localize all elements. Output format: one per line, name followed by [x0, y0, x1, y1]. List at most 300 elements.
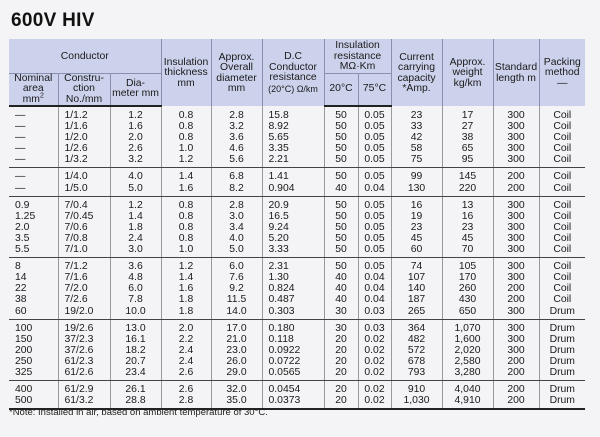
table-row: [9, 183, 585, 197]
cell-overall-diameter: 23.0: [211, 345, 262, 356]
table-row: [9, 154, 585, 168]
cell-dc-resistance: 3.33: [262, 244, 324, 258]
cell-diameter: 13.0: [110, 319, 161, 334]
cell-insulation-thickness: 0.8: [161, 196, 211, 211]
cell-insulation-thickness: 0.8: [161, 211, 211, 222]
header-overall-diameter: Approx. Overall diameter mm: [211, 39, 262, 106]
cell-insulation-thickness: 2.2: [161, 334, 211, 345]
cell-insulation-thickness: 0.8: [161, 222, 211, 233]
cell-standard-length: 300: [493, 258, 539, 273]
cell-standard-length: 300: [493, 334, 539, 345]
table-row: [9, 356, 585, 367]
table-row: [9, 283, 585, 294]
cell-packing-method: Coil: [553, 143, 572, 155]
cell-overall-diameter: 5.6: [211, 154, 262, 168]
cell-packing-method: Drum: [549, 355, 575, 367]
header-packing-label: Packing method: [543, 56, 581, 79]
cell-diameter: 3.2: [110, 154, 161, 168]
cell-overall-diameter: 4.0: [211, 233, 262, 244]
cell-standard-length: 200: [493, 283, 539, 294]
header-insulation-thickness: Insulation thickness mm: [161, 39, 211, 106]
row-group: [9, 168, 585, 196]
cell-nominal-area: 1.25: [9, 211, 58, 222]
header-dc-resistance: [262, 39, 324, 106]
cell-construction: 19/2.0: [58, 306, 110, 320]
cell-ir-75c: 0.04: [358, 283, 391, 294]
cell-standard-length: 300: [493, 319, 539, 334]
cell-dc-resistance: 2.21: [262, 154, 324, 168]
cell-ir-20c: 20: [324, 345, 358, 356]
cell-current-capacity: 910: [391, 381, 442, 396]
cell-packing-method: Coil: [539, 154, 585, 168]
cell-nominal-area: 0.9: [9, 196, 58, 211]
cell-packing-method: Coil: [553, 132, 572, 144]
cell-current-capacity: 187: [391, 294, 442, 305]
cell-nominal-area: —: [9, 183, 58, 197]
cell-diameter: 2.4: [110, 233, 161, 244]
cell-ir-75c: 0.03: [358, 306, 391, 320]
cell-construction: 7/0.4: [58, 196, 110, 211]
cell-dc-resistance: 1.41: [262, 168, 324, 183]
cell-ir-75c: 0.02: [358, 334, 391, 345]
cell-current-capacity: 19: [391, 211, 442, 222]
header-diameter: Dia- meter mm: [110, 73, 161, 106]
cell-ir-75c: 0.05: [358, 196, 391, 211]
table-row: [9, 334, 585, 345]
cell-dc-resistance: 5.65: [262, 132, 324, 143]
cell-nominal-area: 400: [9, 381, 58, 396]
table-row: [9, 106, 585, 121]
cell-dc-resistance: 8.92: [262, 121, 324, 132]
row-group: [9, 319, 585, 380]
cell-weight: 4,040: [442, 381, 493, 396]
cell-packing-method: Coil: [553, 283, 572, 295]
cell-weight: 145: [442, 168, 493, 183]
cell-nominal-area: 8: [9, 258, 58, 273]
cell-construction: 61/2.3: [58, 356, 110, 367]
cell-construction: 37/2.6: [58, 345, 110, 356]
cell-weight: 650: [442, 306, 493, 320]
cell-ir-75c: 0.05: [358, 258, 391, 273]
header-nominal-area: Nominal area $mm^2$: [9, 73, 58, 106]
cell-dc-resistance: 1.30: [262, 272, 324, 283]
cell-weight: 70: [442, 244, 493, 258]
cell-current-capacity: 99: [391, 168, 442, 183]
cell-construction: 7/1.2: [58, 258, 110, 273]
cell-nominal-area: —: [9, 106, 58, 121]
cell-diameter: 4.8: [110, 272, 161, 283]
cell-standard-length: 300: [493, 196, 539, 211]
cell-overall-diameter: 29.0: [211, 367, 262, 381]
table-row: [9, 345, 585, 356]
cell-insulation-thickness: 0.8: [161, 106, 211, 121]
cell-ir-75c: 0.05: [358, 132, 391, 143]
cell-nominal-area: —: [9, 154, 58, 168]
cell-ir-20c: 50: [324, 258, 358, 273]
cell-standard-length: 300: [493, 106, 539, 121]
cell-ir-20c: 50: [324, 233, 358, 244]
header-weight: Approx. weight kg/km: [442, 39, 493, 106]
table-row: [9, 222, 585, 233]
cell-diameter: 16.1: [110, 334, 161, 345]
header-packing-dash: —: [557, 77, 568, 89]
cell-standard-length: 200: [493, 168, 539, 183]
cell-standard-length: 300: [493, 143, 539, 154]
cable-spec-table: [9, 39, 585, 410]
cell-ir-20c: 50: [324, 154, 358, 168]
cell-diameter: 4.0: [110, 168, 161, 183]
cell-ir-75c: 0.05: [358, 222, 391, 233]
cell-standard-length: 300: [493, 345, 539, 356]
cell-ir-20c: 50: [324, 244, 358, 258]
cell-nominal-area: —: [9, 121, 58, 132]
cell-ir-20c: 50: [324, 211, 358, 222]
cell-dc-resistance: 9.24: [262, 222, 324, 233]
cell-diameter: 20.7: [110, 356, 161, 367]
table-row: [9, 233, 585, 244]
cell-weight: 3,280: [442, 367, 493, 381]
cell-dc-resistance: 2.31: [262, 258, 324, 273]
cell-packing-method: Coil: [553, 232, 572, 244]
cell-weight: 45: [442, 233, 493, 244]
cell-insulation-thickness: 2.6: [161, 381, 211, 396]
cell-overall-diameter: 11.5: [211, 294, 262, 305]
cell-overall-diameter: 3.2: [211, 121, 262, 132]
cell-construction: 37/2.3: [58, 334, 110, 345]
table-row: [9, 244, 585, 258]
cell-weight: 16: [442, 211, 493, 222]
cell-ir-20c: 30: [324, 306, 358, 320]
cell-insulation-thickness: 1.4: [161, 168, 211, 183]
cell-construction: 1/4.0: [58, 168, 110, 183]
table-row: [9, 272, 585, 283]
cell-diameter: 6.0: [110, 283, 161, 294]
cell-ir-75c: 0.04: [358, 294, 391, 305]
cell-insulation-thickness: 1.8: [161, 294, 211, 305]
cell-ir-75c: 0.05: [358, 211, 391, 222]
cell-insulation-thickness: 0.8: [161, 121, 211, 132]
cell-ir-75c: 0.02: [358, 381, 391, 396]
cell-current-capacity: 74: [391, 258, 442, 273]
cell-nominal-area: 3.5: [9, 233, 58, 244]
cell-weight: 2,580: [442, 356, 493, 367]
cell-insulation-thickness: 1.2: [161, 154, 211, 168]
cell-standard-length: 300: [493, 211, 539, 222]
cell-standard-length: 200: [493, 367, 539, 381]
cell-overall-diameter: 3.0: [211, 211, 262, 222]
cell-nominal-area: 5.5: [9, 244, 58, 258]
cell-packing-method: Coil: [553, 171, 572, 183]
header-dc-resistance-label: D.C Conductor resistance: [269, 51, 317, 83]
cell-ir-75c: 0.04: [358, 183, 391, 197]
cell-dc-resistance: 0.824: [262, 283, 324, 294]
cell-dc-resistance: 15.8: [262, 106, 324, 121]
row-group: [9, 258, 585, 319]
cell-standard-length: 300: [493, 222, 539, 233]
cell-ir-20c: 20: [324, 334, 358, 345]
cell-insulation-thickness: 2.6: [161, 367, 211, 381]
cell-weight: 105: [442, 258, 493, 273]
cell-current-capacity: 23: [391, 222, 442, 233]
cell-ir-75c: 0.05: [358, 154, 391, 168]
table-row: [9, 121, 585, 132]
cell-weight: 27: [442, 121, 493, 132]
cell-overall-diameter: 32.0: [211, 381, 262, 396]
cell-dc-resistance: 16.5: [262, 211, 324, 222]
table-row: [9, 381, 585, 396]
table-row: [9, 258, 585, 273]
cell-ir-20c: 30: [324, 319, 358, 334]
cell-weight: 23: [442, 222, 493, 233]
cell-packing-method: Coil: [539, 244, 585, 258]
cell-construction: 7/2.0: [58, 283, 110, 294]
cell-standard-length: 300: [493, 154, 539, 168]
cell-standard-length: 200: [493, 183, 539, 197]
cell-ir-20c: 40: [324, 272, 358, 283]
cell-overall-diameter: 3.6: [211, 132, 262, 143]
cell-ir-20c: 20: [324, 395, 358, 409]
cell-insulation-thickness: 1.6: [161, 283, 211, 294]
cell-weight: 17: [442, 106, 493, 121]
table-row: [9, 132, 585, 143]
cell-current-capacity: 793: [391, 367, 442, 381]
cell-overall-diameter: 35.0: [211, 395, 262, 409]
cell-ir-75c: 0.05: [358, 106, 391, 121]
cell-weight: 1,070: [442, 319, 493, 334]
cell-diameter: 1.8: [110, 222, 161, 233]
cell-dc-resistance: 0.180: [262, 319, 324, 334]
cell-current-capacity: 107: [391, 272, 442, 283]
cell-insulation-thickness: 2.8: [161, 395, 211, 409]
cell-construction: 7/1.0: [58, 244, 110, 258]
cell-current-capacity: 265: [391, 306, 442, 320]
cell-nominal-area: 325: [9, 367, 58, 381]
cell-ir-20c: 50: [324, 106, 358, 121]
table-row: [9, 196, 585, 211]
cell-ir-20c: 20: [324, 356, 358, 367]
cell-construction: 7/2.6: [58, 294, 110, 305]
cell-ir-20c: 50: [324, 143, 358, 154]
cell-overall-diameter: 3.4: [211, 222, 262, 233]
table-row: [9, 211, 585, 222]
table-row: [9, 367, 585, 381]
cell-construction: 1/2.0: [58, 132, 110, 143]
header-nominal-area-unit: mm: [22, 93, 40, 105]
cell-construction: 61/2.6: [58, 367, 110, 381]
cell-construction: 1/5.0: [58, 183, 110, 197]
cell-current-capacity: 45: [391, 233, 442, 244]
cell-packing-method: Drum: [549, 322, 575, 334]
cell-construction: 1/1.6: [58, 121, 110, 132]
cell-diameter: 1.6: [110, 121, 161, 132]
cell-dc-resistance: 20.9: [262, 196, 324, 211]
cell-nominal-area: 2.0: [9, 222, 58, 233]
cell-overall-diameter: 17.0: [211, 319, 262, 334]
cell-weight: 65: [442, 143, 493, 154]
cell-dc-resistance: 0.904: [262, 183, 324, 197]
cell-ir-75c: 0.05: [358, 121, 391, 132]
cell-weight: 13: [442, 196, 493, 211]
cell-insulation-thickness: 1.0: [161, 244, 211, 258]
cell-packing-method: Drum: [549, 333, 575, 345]
cell-ir-20c: 20: [324, 381, 358, 396]
cell-nominal-area: 22: [9, 283, 58, 294]
cell-diameter: 26.1: [110, 381, 161, 396]
cell-construction: 61/2.9: [58, 381, 110, 396]
cell-current-capacity: 16: [391, 196, 442, 211]
cell-standard-length: 300: [493, 272, 539, 283]
cell-overall-diameter: 14.0: [211, 306, 262, 320]
page-title: 600V HIV: [11, 10, 95, 31]
cell-ir-75c: 0.05: [358, 233, 391, 244]
row-group: [9, 196, 585, 257]
table-row: [9, 319, 585, 334]
cell-packing-method: Drum: [539, 367, 585, 381]
cell-overall-diameter: 7.6: [211, 272, 262, 283]
cell-insulation-thickness: 2.4: [161, 345, 211, 356]
cell-standard-length: 200: [493, 356, 539, 367]
cell-current-capacity: 75: [391, 154, 442, 168]
cell-packing-method: Coil: [553, 199, 572, 211]
cell-construction: 1/1.2: [58, 106, 110, 121]
cell-diameter: 1.4: [110, 211, 161, 222]
header-conductor: Conductor: [9, 39, 161, 73]
cell-construction: 7/1.6: [58, 272, 110, 283]
cell-ir-75c: 0.02: [358, 356, 391, 367]
cell-packing-method: Coil: [553, 261, 572, 273]
cell-insulation-thickness: 1.8: [161, 306, 211, 320]
cell-diameter: 18.2: [110, 345, 161, 356]
cell-insulation-thickness: 0.8: [161, 233, 211, 244]
cell-ir-75c: 0.05: [358, 168, 391, 183]
cell-dc-resistance: 0.303: [262, 306, 324, 320]
cell-construction: 1/2.6: [58, 143, 110, 154]
cell-ir-20c: 20: [324, 367, 358, 381]
cell-weight: 2,020: [442, 345, 493, 356]
cell-current-capacity: 23: [391, 106, 442, 121]
cell-packing-method: Coil: [553, 210, 572, 222]
cell-overall-diameter: 6.8: [211, 168, 262, 183]
cell-construction: 7/0.8: [58, 233, 110, 244]
cell-weight: 220: [442, 183, 493, 197]
cell-weight: 4,910: [442, 395, 493, 409]
cell-insulation-thickness: 1.6: [161, 183, 211, 197]
cell-ir-20c: 40: [324, 183, 358, 197]
cell-standard-length: 200: [493, 395, 539, 409]
cell-packing-method: Coil: [553, 272, 572, 284]
table-row: [9, 294, 585, 305]
cell-dc-resistance: 0.118: [262, 334, 324, 345]
footnote: *Note: Installed in air, based on ambient temperature of 30°C.: [9, 407, 268, 418]
cell-packing-method: Drum: [539, 306, 585, 320]
cell-diameter: 28.8: [110, 395, 161, 409]
cell-current-capacity: 572: [391, 345, 442, 356]
cell-overall-diameter: 21.0: [211, 334, 262, 345]
cell-diameter: 5.0: [110, 183, 161, 197]
cell-current-capacity: 42: [391, 132, 442, 143]
cell-construction: 19/2.6: [58, 319, 110, 334]
cell-ir-75c: 0.05: [358, 244, 391, 258]
cell-packing-method: Drum: [549, 384, 575, 396]
row-group: [9, 381, 585, 410]
cell-weight: 430: [442, 294, 493, 305]
cell-nominal-area: —: [9, 132, 58, 143]
cell-standard-length: 200: [493, 294, 539, 305]
cell-nominal-area: 14: [9, 272, 58, 283]
cell-construction: 7/0.6: [58, 222, 110, 233]
cell-diameter: 3.0: [110, 244, 161, 258]
cell-ir-20c: 50: [324, 168, 358, 183]
cell-weight: 170: [442, 272, 493, 283]
header-standard-length: Standard length m: [493, 39, 539, 106]
header-nominal-area-label: Nominal area: [14, 72, 53, 94]
cell-diameter: 1.2: [110, 196, 161, 211]
cell-construction: 1/3.2: [58, 154, 110, 168]
cell-current-capacity: 140: [391, 283, 442, 294]
header-construction: Constru- ction No./mm: [58, 73, 110, 106]
cell-ir-75c: 0.05: [358, 143, 391, 154]
cell-weight: 1,600: [442, 334, 493, 345]
cell-overall-diameter: 2.8: [211, 196, 262, 211]
cell-diameter: 23.4: [110, 367, 161, 381]
cell-overall-diameter: 5.0: [211, 244, 262, 258]
cell-current-capacity: 60: [391, 244, 442, 258]
cell-current-capacity: 364: [391, 319, 442, 334]
cell-insulation-thickness: 2.4: [161, 356, 211, 367]
cell-insulation-thickness: 1.0: [161, 143, 211, 154]
cell-standard-length: 300: [493, 306, 539, 320]
header-ir-20c: 20°C: [324, 73, 358, 106]
cell-nominal-area: —: [9, 143, 58, 154]
table-row: [9, 143, 585, 154]
cell-dc-resistance: 0.0373: [262, 395, 324, 409]
cell-nominal-area: 150: [9, 334, 58, 345]
cell-diameter: 3.6: [110, 258, 161, 273]
cell-packing-method: Coil: [539, 183, 585, 197]
header-current-capacity: Current carrying capacity *Amp.: [391, 39, 442, 106]
cell-current-capacity: 33: [391, 121, 442, 132]
cell-overall-diameter: 26.0: [211, 356, 262, 367]
cell-current-capacity: 1,030: [391, 395, 442, 409]
cell-packing-method: Coil: [553, 221, 572, 233]
cell-ir-20c: 40: [324, 283, 358, 294]
cell-construction: 61/3.2: [58, 395, 110, 409]
header-dc-resistance-unit: (20°C) Ω/km: [268, 83, 318, 94]
cell-nominal-area: 60: [9, 306, 58, 320]
cell-diameter: 1.2: [110, 106, 161, 121]
cell-weight: 260: [442, 283, 493, 294]
cell-diameter: 2.0: [110, 132, 161, 143]
header-insulation-resistance: Insulation resistance MΩ·Km: [324, 39, 391, 73]
cell-overall-diameter: 9.2: [211, 283, 262, 294]
cell-nominal-area: 250: [9, 356, 58, 367]
cell-dc-resistance: 0.0722: [262, 356, 324, 367]
cell-weight: 95: [442, 154, 493, 168]
cell-standard-length: 300: [493, 244, 539, 258]
header-packing-method: [539, 39, 585, 106]
cell-nominal-area: —: [9, 168, 58, 183]
cell-insulation-thickness: 0.8: [161, 132, 211, 143]
cell-current-capacity: 678: [391, 356, 442, 367]
cell-overall-diameter: 8.2: [211, 183, 262, 197]
cell-nominal-area: 100: [9, 319, 58, 334]
cell-packing-method: Coil: [553, 109, 572, 121]
cell-dc-resistance: 3.35: [262, 143, 324, 154]
cell-standard-length: 300: [493, 233, 539, 244]
cell-ir-75c: 0.04: [358, 272, 391, 283]
cell-ir-75c: 0.02: [358, 345, 391, 356]
table-header: [9, 39, 585, 106]
